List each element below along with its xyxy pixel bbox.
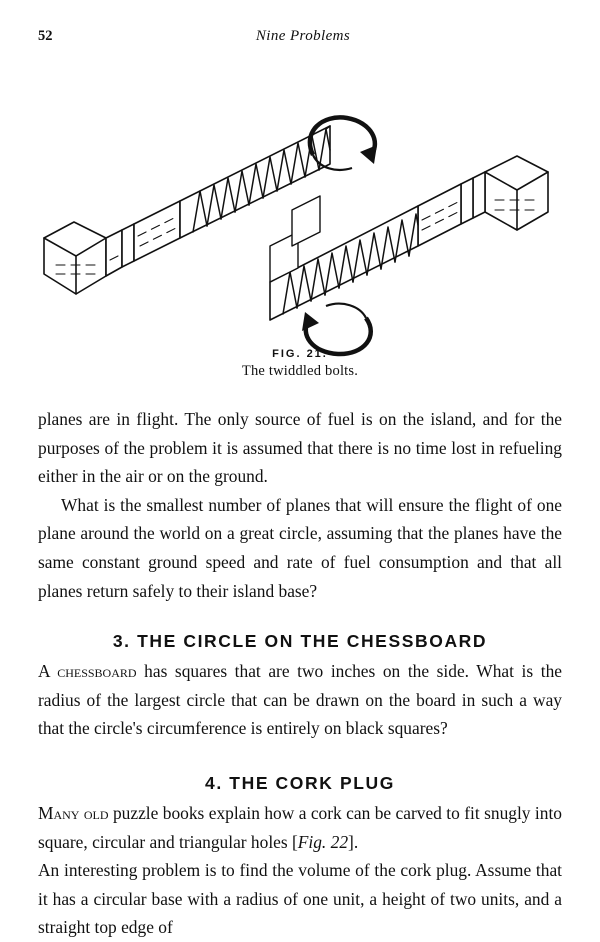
figure-label: FIG. 21. <box>272 348 328 360</box>
paragraph-cork-rest: puzzle books explain how a cork can be carved to fit snugly into square, circular and triangular holes [ <box>38 802 562 852</box>
paragraph-chessboard <box>38 657 562 743</box>
paragraph-continuation: planes are in flight. The only source of fuel is on the island, and for the purposes of the problem it is assumed that there is no time lost in refueling either in the air or on the ground. <box>38 409 562 487</box>
paragraph-cork-plug <box>38 799 562 856</box>
paragraph-cork-tail: ]. <box>348 831 359 852</box>
paragraph-cork-lead-smallcaps: Many old <box>38 802 109 823</box>
figure-caption <box>0 348 600 380</box>
running-head <box>38 28 562 48</box>
paragraph-chessboard-lead: A <box>38 661 50 682</box>
bolts-figure-svg <box>30 60 570 360</box>
paragraph-cork-volume: An interesting problem is to find the volume of the cork plug. Assume that it has a circular base with a radius of one unit, a height of two units, and a straight top edge of <box>38 860 562 938</box>
page-number: 52 <box>38 28 53 44</box>
section-heading-4: 4. THE CORK PLUG <box>205 772 395 793</box>
figure-reference: Fig. 22 <box>297 831 349 852</box>
body-text <box>38 405 562 942</box>
section-heading-3: 3. THE CIRCLE ON THE CHESSBOARD <box>112 631 488 652</box>
paragraph-chessboard-smallcaps: chessboard <box>57 661 137 682</box>
figure-description: The twiddled bolts. <box>241 363 359 379</box>
paragraph-chessboard-rest: has squares that are two inches on the side. What is the radius of the largest circle that can be drawn on the board in such a way that the circle's circumference is entirely on black squares? <box>38 661 562 739</box>
paragraph-planes-question: What is the smallest number of planes that will ensure the flight of one plane around the world on a great circle, assuming that the planes have the same constant ground speed and rate of fuel consumption and that all planes return safely to their island base? <box>38 494 562 601</box>
chapter-title: Nine Problems <box>255 28 351 44</box>
twiddled-bolts-illustration <box>30 60 570 360</box>
